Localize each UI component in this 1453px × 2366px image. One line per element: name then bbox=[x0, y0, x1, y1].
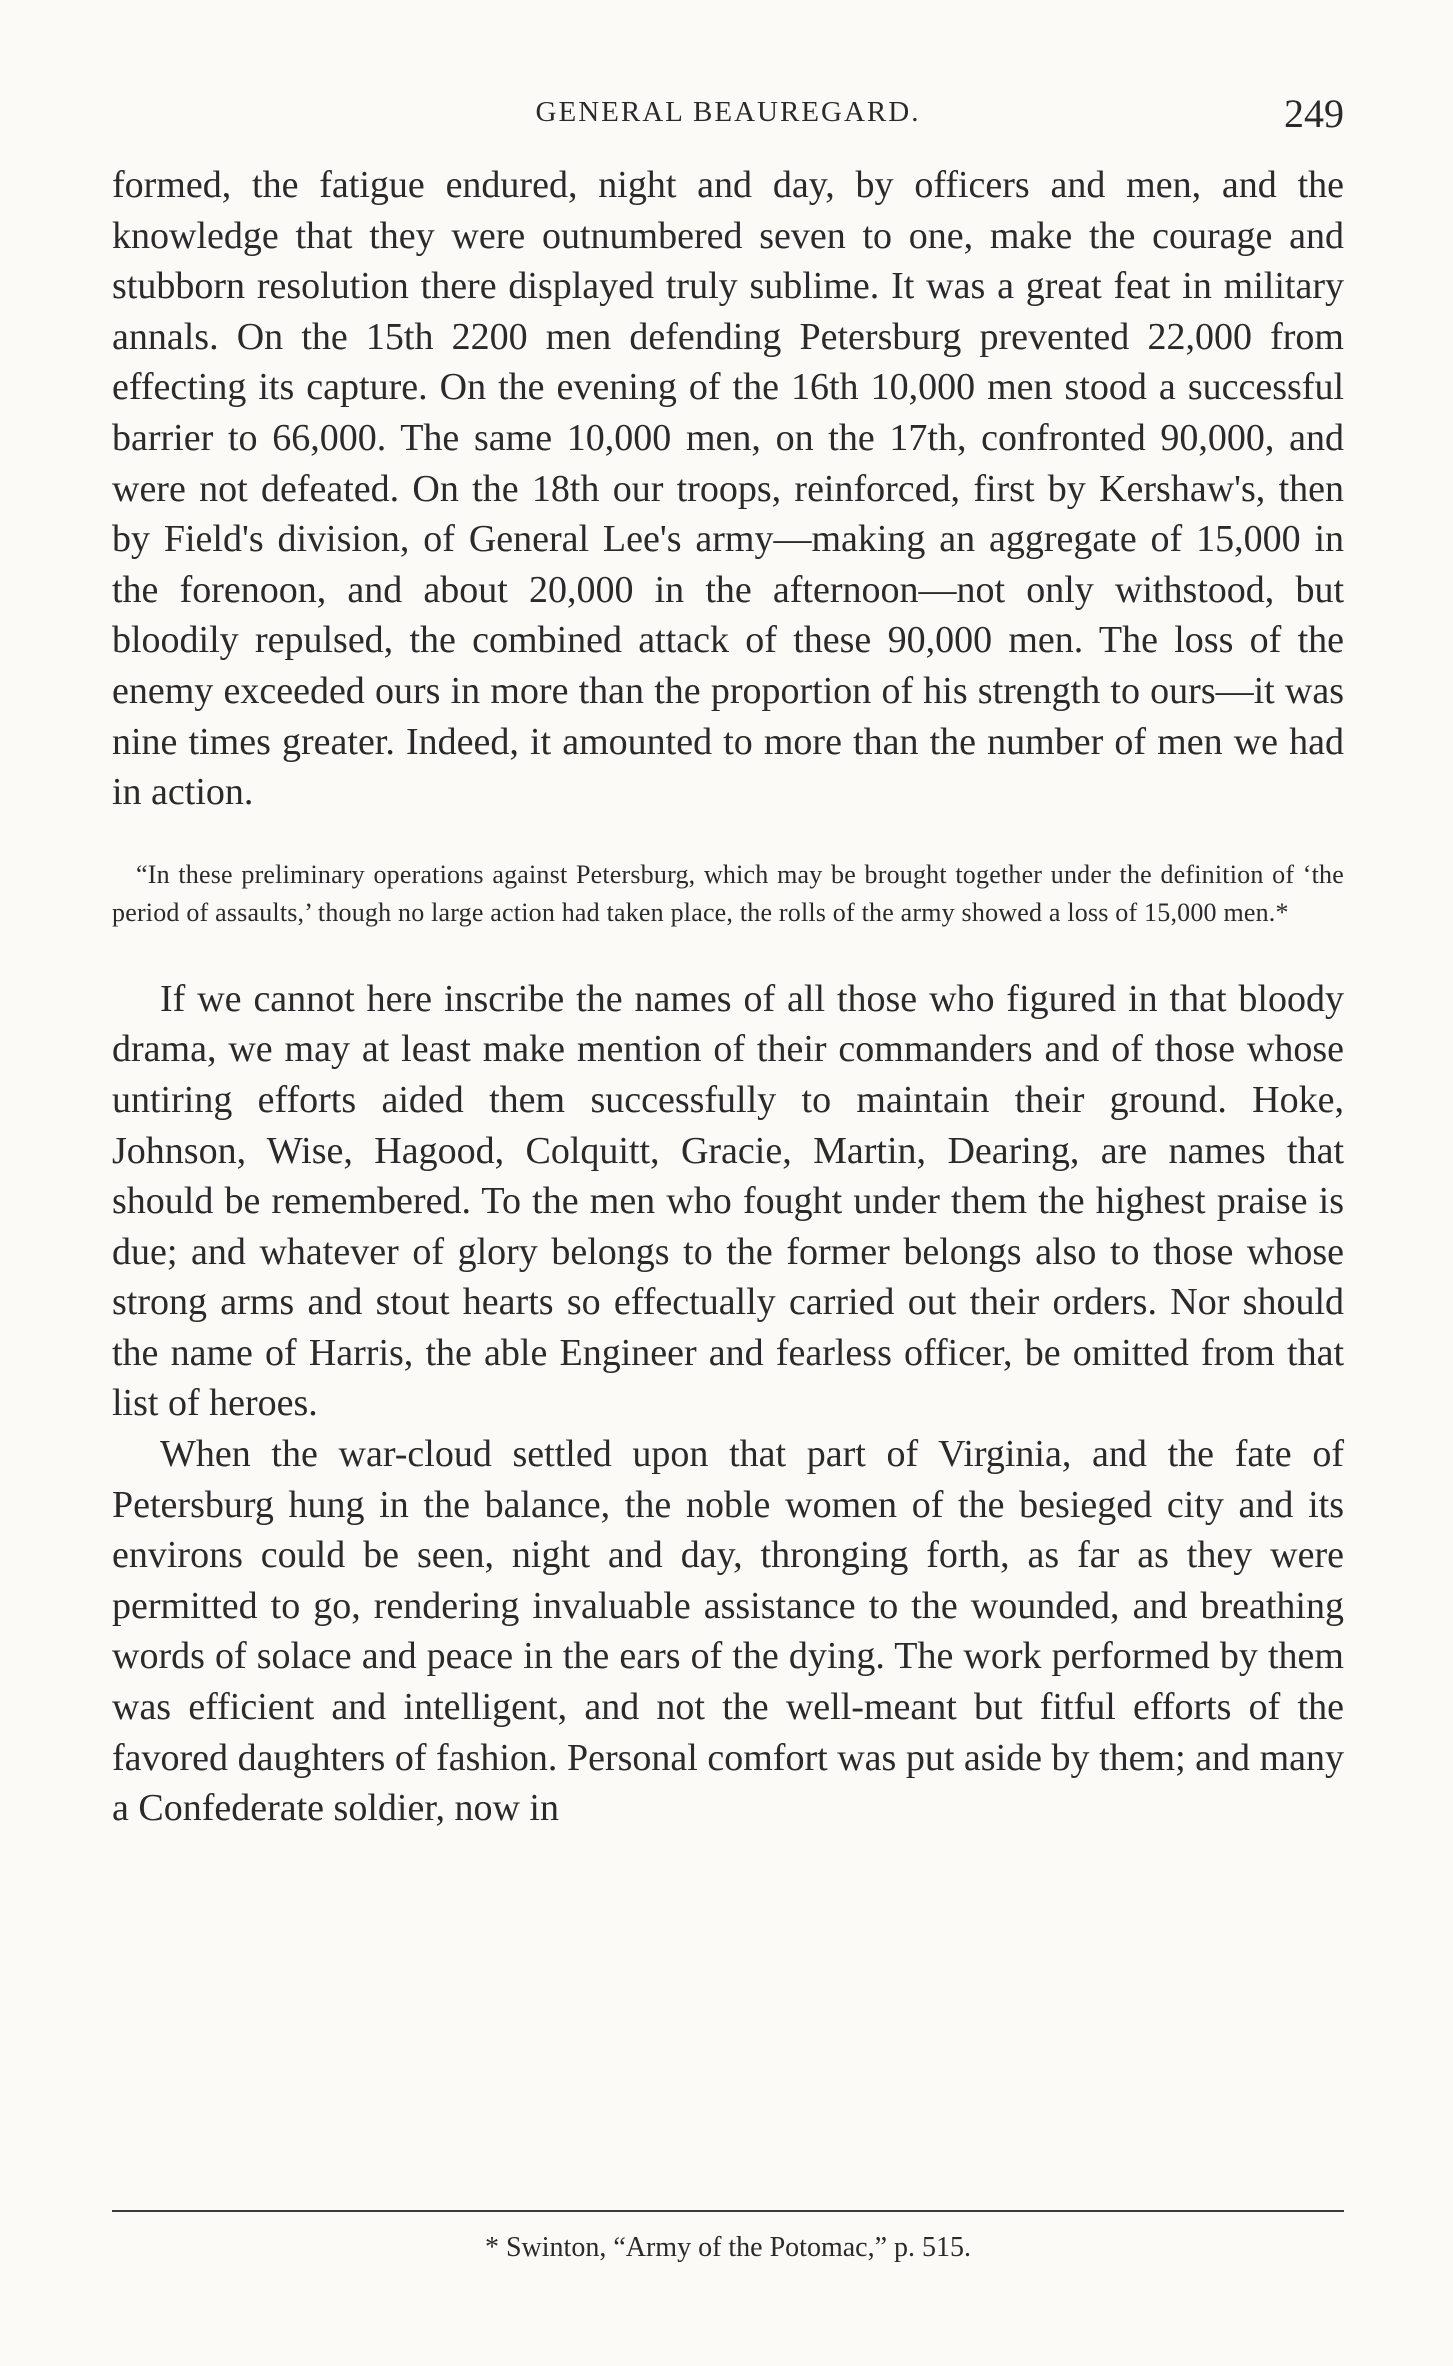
paragraph-3: When the war-cloud settled upon that part of Virginia, and the fate of Petersburg hung in the balance, the noble women of the besieged city and its environs could be seen, night and day, thronging forth, as far as they were permitted to go, rendering invaluable assistance to the wounded, and breathing words of solace and peace in the ears of the dying. The work performed by them was efficient and intelligent, and not the well-meant but fitful efforts of the favored daughters of fashion. Personal comfort was put aside by them; and many a Confederate soldier, now in bbox=[112, 1433, 1344, 1830]
running-title: GENERAL BEAUREGARD. bbox=[535, 96, 921, 128]
footnote-rule bbox=[112, 2210, 1344, 2212]
footnote: * Swinton, “Army of the Potomac,” p. 515. bbox=[484, 2232, 972, 2263]
paragraph-1: formed, the fatigue endured, night and day, by officers and men, and the knowledge that they were outnumbered seven to one, make the courage and stubborn resolution there displayed truly sublime. It was a great feat in military annals. On the 15th 2200 men defending Petersburg prevented 22,000 from effecting its capture. On the evening of the 16th 10,000 men stood a successful barrier to 66,000. The same 10,000 men, on the 17th, confronted 90,000, and were not defeated. On the 18th our troops, reinforced, first by Kershaw's, then by Field's division, of General Lee's army—making an aggregate of 15,000 in the forenoon, and about 20,000 in the afternoon—not only withstood, but bloodily repulsed, the combined attack of these 90,000 men. The loss of the enemy exceeded ours in more than the proportion of his strength to ours—it was nine times greater. Indeed, it amounted to more than the number of men we had in action. bbox=[112, 164, 1344, 814]
body-text bbox=[112, 160, 1344, 1834]
block-quote: “In these preliminary operations against Petersburg, which may be brought together under the definition of ‘the period of assaults,’ though no large action had taken place, the rolls of the army showed a loss of 15,000 men.* bbox=[112, 859, 1344, 927]
running-head bbox=[112, 92, 1344, 142]
page-number: 249 bbox=[1284, 91, 1344, 136]
paragraph-2: If we cannot here inscribe the names of all those who figured in that bloody drama, we may at least make mention of their commanders and of those whose untiring efforts aided them successfully to maintain their ground. Hoke, Johnson, Wise, Hagood, Colquitt, Gracie, Martin, Dearing, are names that should be remembered. To the men who fought under them the highest praise is due; and whatever of glory belongs to the former belongs also to those whose strong arms and stout hearts so effectually carried out their orders. Nor should the name of Harris, the able Engineer and fearless officer, be omitted from that list of heroes. bbox=[112, 977, 1344, 1425]
book-page bbox=[112, 0, 1344, 2366]
